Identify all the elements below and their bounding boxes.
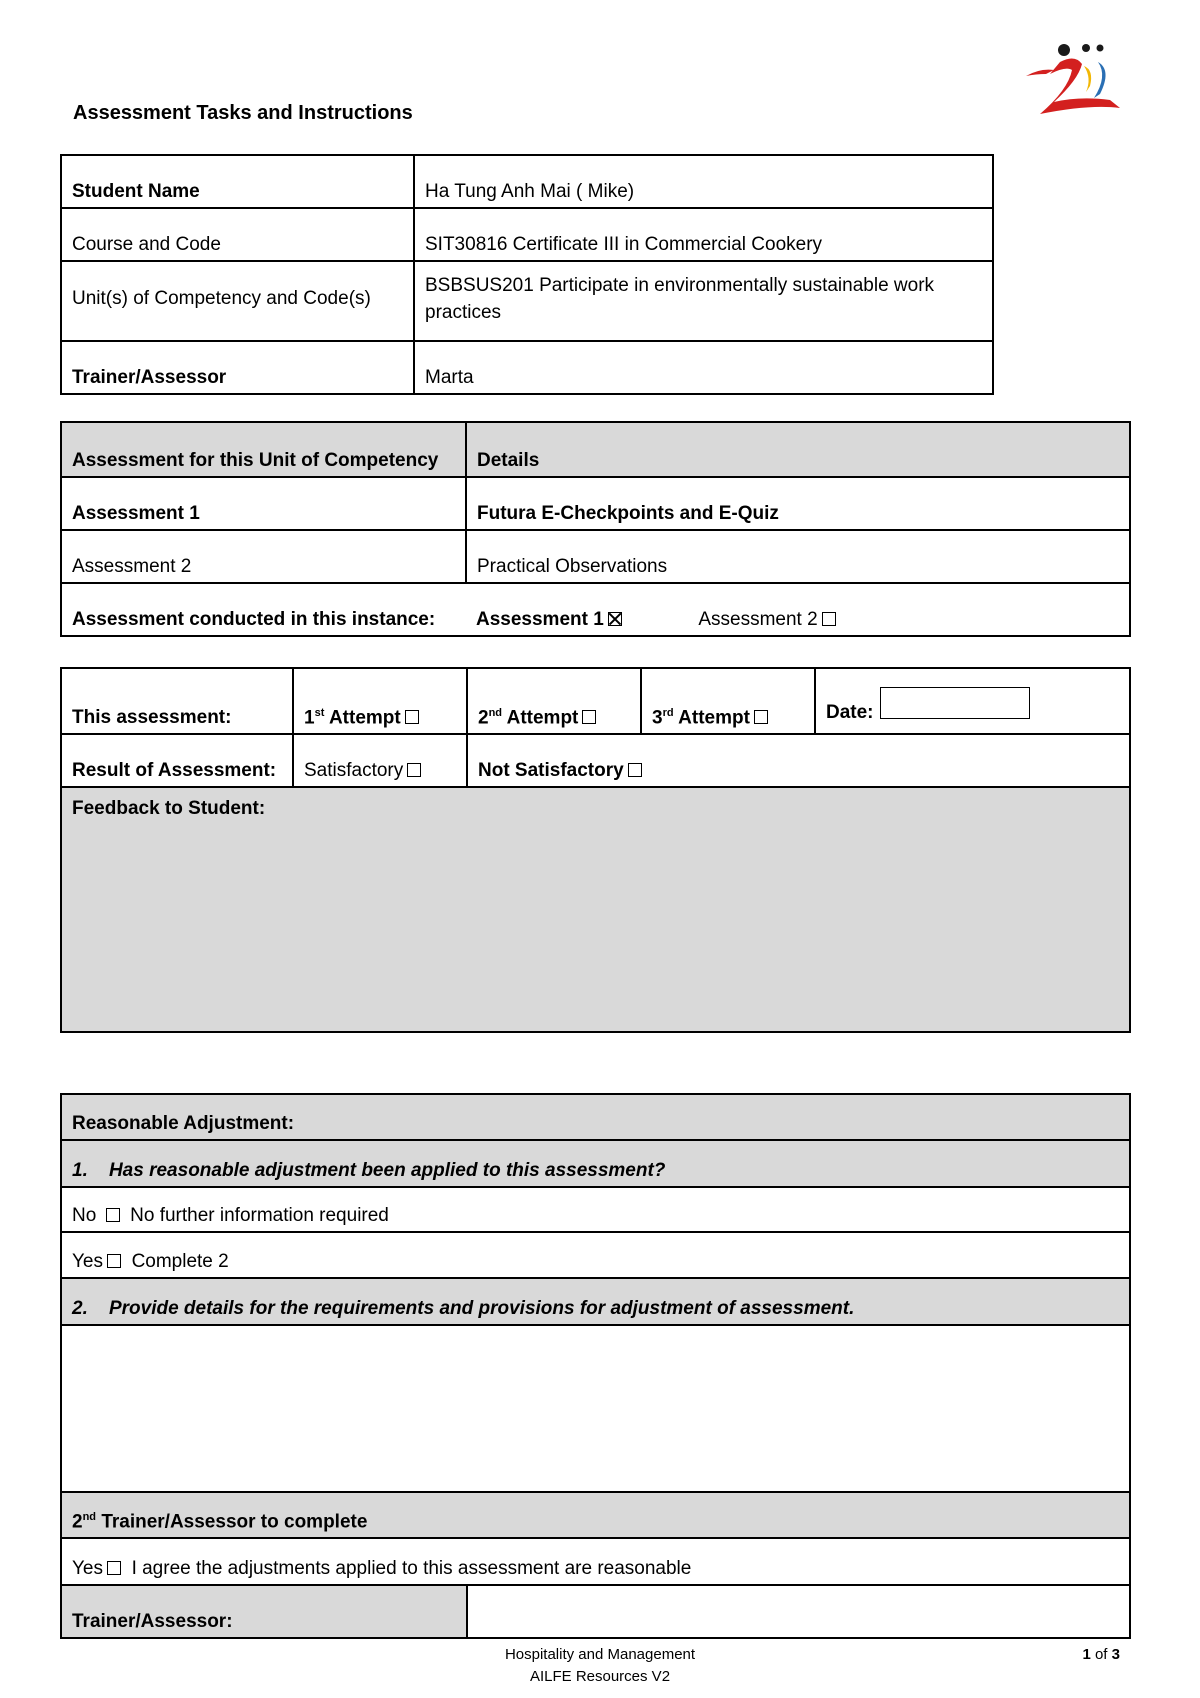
adjustment-yes-option[interactable]: Yes Complete 2 [61,1232,1130,1278]
table-header-row [61,422,1130,477]
table-row [61,668,1130,734]
table-row [61,1492,1130,1538]
checkbox-icon[interactable] [822,612,836,626]
checkbox-icon[interactable] [405,710,419,724]
checkbox-icon[interactable] [407,763,421,777]
assessment-2-label: Assessment 2 [61,530,466,583]
logo [1020,40,1130,120]
table-row [61,261,993,341]
adjustment-question-1: 1. Has reasonable adjustment been applied to this assessment? [61,1140,1130,1187]
conducted-option-2[interactable]: Assessment 2 [698,609,835,630]
conducted-label: Assessment conducted in this instance: [61,583,466,636]
course-value: SIT30816 Certificate III in Commercial Cookery [414,208,993,261]
table-row [61,530,1130,583]
second-attempt-option[interactable]: 2nd Attempt [467,668,641,734]
page-title: Assessment Tasks and Instructions [73,102,413,124]
satisfactory-option[interactable]: Satisfactory [293,734,467,787]
first-attempt-option[interactable]: 1st Attempt [293,668,467,734]
checkbox-icon[interactable] [582,710,596,724]
table-row [61,1140,1130,1187]
assessment-1-label: Assessment 1 [61,477,466,530]
table-row [61,1585,1130,1638]
third-attempt-option[interactable]: 3rd Attempt [641,668,815,734]
adjustment-question-2: 2. Provide details for the requirements and provisions for adjustment of assessment. [61,1278,1130,1325]
agree-option[interactable]: Yes I agree the adjustments applied to this assessment are reasonable [61,1538,1130,1585]
table-row [61,155,993,208]
date-input[interactable] [880,687,1030,719]
conducted-options [466,583,1130,636]
student-name-value: Ha Tung Anh Mai ( Mike) [414,155,993,208]
attempt-label: This assessment: [61,668,293,734]
feedback-label[interactable]: Feedback to Student: [61,787,1130,1032]
adjustment-trainer-field[interactable] [467,1585,1130,1638]
adjustment-table [60,1093,1131,1639]
date-label: Date: [826,702,874,724]
table-row [61,583,1130,636]
feedback-row [61,787,1130,1032]
footer-line-1: Hospitality and Management [504,1646,696,1663]
table-row [61,734,1130,787]
not-satisfactory-option[interactable]: Not Satisfactory [467,734,1130,787]
details-col-header: Details [466,422,1130,477]
student-name-label: Student Name [61,155,414,208]
page-number: 1 of 3 [1082,1646,1120,1663]
adjustment-no-option[interactable]: No No further information required [61,1187,1130,1232]
table-row [61,477,1130,530]
conducted-option-1[interactable]: Assessment 1 [476,609,622,630]
checkbox-icon[interactable] [628,763,642,777]
table-row [61,208,993,261]
checked-checkbox-icon[interactable] [608,612,622,626]
result-label: Result of Assessment: [61,734,293,787]
trainer-label: Trainer/Assessor [61,341,414,394]
second-assessor-heading: 2nd Trainer/Assessor to complete [61,1492,1130,1538]
adjustment-trainer-label: Trainer/Assessor: [61,1585,467,1638]
checkbox-icon[interactable] [106,1208,120,1222]
checkbox-icon[interactable] [754,710,768,724]
adjustment-details-field[interactable] [61,1325,1130,1492]
assessment-col-header: Assessment for this Unit of Competency [61,422,466,477]
table-row [61,1325,1130,1492]
unit-value: BSBSUS201 Participate in environmentally sustainable work practices [414,261,993,341]
attempt-table [60,667,1131,1033]
student-details-table [60,154,994,395]
adjustment-title: Reasonable Adjustment: [61,1094,1130,1140]
unit-label: Unit(s) of Competency and Code(s) [61,261,414,341]
checkbox-icon[interactable] [107,1561,121,1575]
assessment-1-value: Futura E-Checkpoints and E-Quiz [466,477,1130,530]
assessment-2-value: Practical Observations [466,530,1130,583]
course-label: Course and Code [61,208,414,261]
date-cell [815,668,1130,734]
footer-line-2: AILFE Resources V2 [529,1668,671,1685]
table-row [61,1187,1130,1232]
trainer-value: Marta [414,341,993,394]
table-row [61,1094,1130,1140]
table-row [61,1232,1130,1278]
table-row [61,341,993,394]
checkbox-icon[interactable] [107,1254,121,1268]
assessments-table [60,421,1131,637]
table-row [61,1278,1130,1325]
table-row [61,1538,1130,1585]
